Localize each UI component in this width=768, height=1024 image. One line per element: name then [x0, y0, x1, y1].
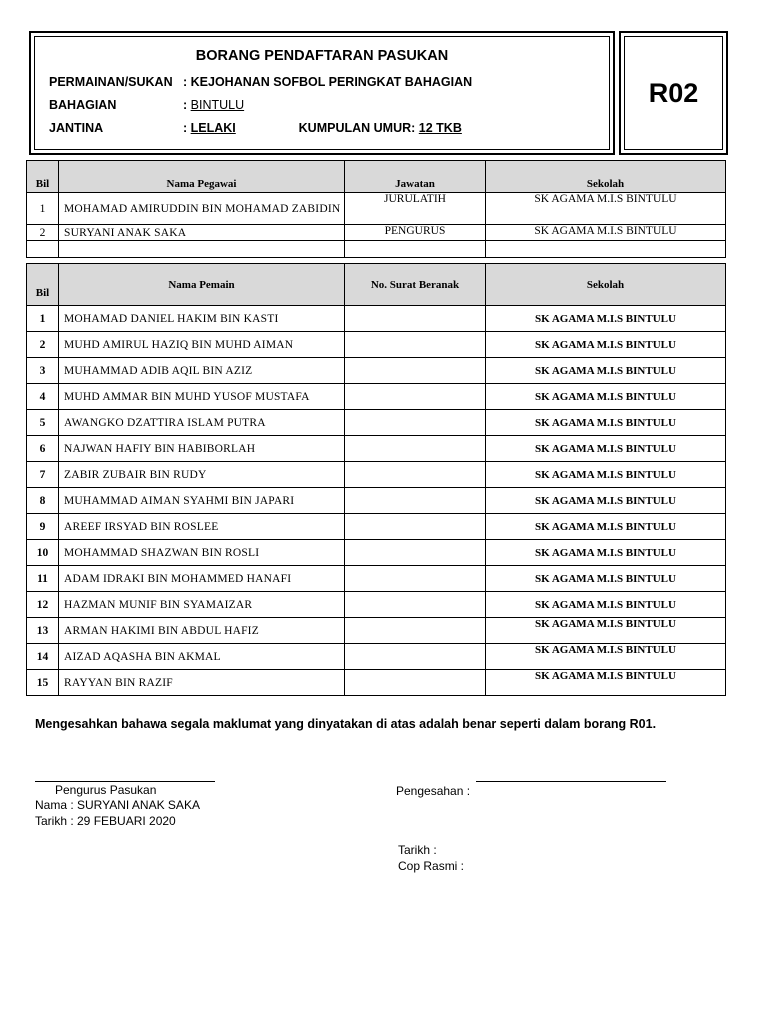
- staff-name: MOHAMAD AMIRUDDIN BIN MOHAMAD ZABIDIN: [59, 193, 345, 225]
- player-cert: [345, 410, 486, 436]
- player-bil: 8: [27, 488, 59, 514]
- table-row: [27, 462, 726, 488]
- field-age-label: KUMPULAN UMUR:: [298, 121, 416, 135]
- table-row: [27, 514, 726, 540]
- table-row: [27, 488, 726, 514]
- player-school: SK AGAMA M.I.S BINTULU: [486, 566, 726, 592]
- field-division-value: BINTULU: [190, 98, 245, 112]
- player-header-cert: No. Surat Beranak: [345, 264, 486, 306]
- player-school: SK AGAMA M.I.S BINTULU: [486, 306, 726, 332]
- player-school: SK AGAMA M.I.S BINTULU: [486, 436, 726, 462]
- player-name: AREEF IRSYAD BIN ROSLEE: [59, 514, 345, 540]
- table-row: [27, 225, 726, 241]
- field-sport-label: PERMAINAN/SUKAN: [49, 75, 173, 89]
- table-row: [27, 436, 726, 462]
- stamp-label: Cop Rasmi :: [398, 859, 465, 873]
- player-name: MUHAMMAD ADIB AQIL BIN AZIZ: [59, 358, 345, 384]
- player-name: MUHD AMIRUL HAZIQ BIN MUHD AIMAN: [59, 332, 345, 358]
- field-gender-value: LELAKI: [190, 121, 236, 135]
- player-name: RAYYAN BIN RAZIF: [59, 670, 345, 696]
- player-bil: 9: [27, 514, 59, 540]
- player-header-school: Sekolah: [486, 264, 726, 306]
- form-header: [29, 31, 615, 155]
- table-row: [27, 358, 726, 384]
- table-row: [27, 410, 726, 436]
- player-school: SK AGAMA M.I.S BINTULU: [486, 332, 726, 358]
- player-cert: [345, 592, 486, 618]
- player-cert: [345, 670, 486, 696]
- staff-header-bil: Bil: [27, 161, 59, 193]
- player-cert: [345, 540, 486, 566]
- manager-name: Nama : SURYANI ANAK SAKA: [35, 798, 200, 812]
- player-bil: 13: [27, 618, 59, 644]
- staff-name: SURYANI ANAK SAKA: [59, 225, 345, 241]
- table-row: [27, 332, 726, 358]
- table-row: [27, 592, 726, 618]
- manager-date: Tarikh : 29 FEBUARI 2020: [35, 814, 176, 828]
- player-school: SK AGAMA M.I.S BINTULU: [486, 670, 726, 696]
- form-code: R02: [624, 36, 723, 150]
- table-row-empty: [27, 241, 726, 258]
- player-name: AWANGKO DZATTIRA ISLAM PUTRA: [59, 410, 345, 436]
- player-cert: [345, 618, 486, 644]
- player-cert: [345, 384, 486, 410]
- player-school: SK AGAMA M.I.S BINTULU: [486, 488, 726, 514]
- staff-header-row: [27, 161, 726, 193]
- table-row: [27, 670, 726, 696]
- field-gender-colon: :: [183, 121, 191, 135]
- declaration-text: Mengesahkan bahawa segala maklumat yang dinyatakan di atas adalah benar seperti dalam borang R01.: [35, 717, 657, 731]
- form-code-box: [619, 31, 728, 155]
- player-name: AIZAD AQASHA BIN AKMAL: [59, 644, 345, 670]
- player-bil: 4: [27, 384, 59, 410]
- staff-role: PENGURUS: [345, 225, 486, 241]
- player-school: SK AGAMA M.I.S BINTULU: [486, 384, 726, 410]
- staff-school: SK AGAMA M.I.S BINTULU: [486, 225, 726, 241]
- player-school: SK AGAMA M.I.S BINTULU: [486, 410, 726, 436]
- player-school: SK AGAMA M.I.S BINTULU: [486, 644, 726, 670]
- player-name: ZABIR ZUBAIR BIN RUDY: [59, 462, 345, 488]
- player-bil: 3: [27, 358, 59, 384]
- player-name: MUHD AMMAR BIN MUHD YUSOF MUSTAFA: [59, 384, 345, 410]
- player-school: SK AGAMA M.I.S BINTULU: [486, 592, 726, 618]
- form-header-inner: [34, 36, 610, 150]
- player-cert: [345, 566, 486, 592]
- player-bil: 2: [27, 332, 59, 358]
- field-age-value: 12 TKB: [418, 121, 462, 135]
- player-bil: 11: [27, 566, 59, 592]
- player-cert: [345, 462, 486, 488]
- player-bil: 12: [27, 592, 59, 618]
- player-school: SK AGAMA M.I.S BINTULU: [486, 514, 726, 540]
- player-cert: [345, 306, 486, 332]
- field-division-label: BAHAGIAN: [49, 98, 117, 112]
- table-row: [27, 540, 726, 566]
- player-name: MUHAMMAD AIMAN SYAHMI BIN JAPARI: [59, 488, 345, 514]
- form-title: BORANG PENDAFTARAN PASUKAN: [195, 48, 449, 64]
- player-school: SK AGAMA M.I.S BINTULU: [486, 540, 726, 566]
- player-cert: [345, 488, 486, 514]
- staff-header-name: Nama Pegawai: [59, 161, 345, 193]
- player-bil: 1: [27, 306, 59, 332]
- table-row: [27, 644, 726, 670]
- staff-school: SK AGAMA M.I.S BINTULU: [486, 193, 726, 225]
- player-school: SK AGAMA M.I.S BINTULU: [486, 618, 726, 644]
- table-row: [27, 566, 726, 592]
- staff-bil: 1: [27, 193, 59, 225]
- player-school: SK AGAMA M.I.S BINTULU: [486, 462, 726, 488]
- player-bil: 15: [27, 670, 59, 696]
- player-bil: 6: [27, 436, 59, 462]
- table-row: [27, 193, 726, 225]
- player-name: ARMAN HAKIMI BIN ABDUL HAFIZ: [59, 618, 345, 644]
- player-bil: 10: [27, 540, 59, 566]
- player-header-row: [27, 264, 726, 306]
- player-name: NAJWAN HAFIY BIN HABIBORLAH: [59, 436, 345, 462]
- player-bil: 7: [27, 462, 59, 488]
- staff-header-role: Jawatan: [345, 161, 486, 193]
- staff-bil: 2: [27, 225, 59, 241]
- player-cert: [345, 514, 486, 540]
- player-bil: 5: [27, 410, 59, 436]
- player-bil: 14: [27, 644, 59, 670]
- player-name: MOHAMAD DANIEL HAKIM BIN KASTI: [59, 306, 345, 332]
- field-gender-label: JANTINA: [49, 121, 104, 135]
- player-header-bil: Bil: [27, 264, 59, 306]
- table-row: [27, 306, 726, 332]
- approval-label: Pengesahan :: [396, 784, 471, 798]
- player-cert: [345, 644, 486, 670]
- staff-header-school: Sekolah: [486, 161, 726, 193]
- staff-table: [26, 160, 726, 258]
- field-sport-value: : KEJOHANAN SOFBOL PERINGKAT BAHAGIAN: [183, 75, 473, 89]
- field-division-colon: :: [183, 98, 191, 112]
- player-name: MOHAMMAD SHAZWAN BIN ROSLI: [59, 540, 345, 566]
- table-row: [27, 384, 726, 410]
- player-cert: [345, 436, 486, 462]
- player-cert: [345, 358, 486, 384]
- player-name: ADAM IDRAKI BIN MOHAMMED HANAFI: [59, 566, 345, 592]
- approval-date-label: Tarikh :: [398, 843, 437, 857]
- player-table: [26, 263, 726, 696]
- player-school: SK AGAMA M.I.S BINTULU: [486, 358, 726, 384]
- table-row: [27, 618, 726, 644]
- manager-signature-line: [35, 781, 215, 782]
- approval-signature-line: [476, 781, 666, 782]
- manager-title: Pengurus Pasukan: [55, 783, 157, 797]
- staff-role: JURULATIH: [345, 193, 486, 225]
- player-name: HAZMAN MUNIF BIN SYAMAIZAR: [59, 592, 345, 618]
- player-header-name: Nama Pemain: [59, 264, 345, 306]
- player-cert: [345, 332, 486, 358]
